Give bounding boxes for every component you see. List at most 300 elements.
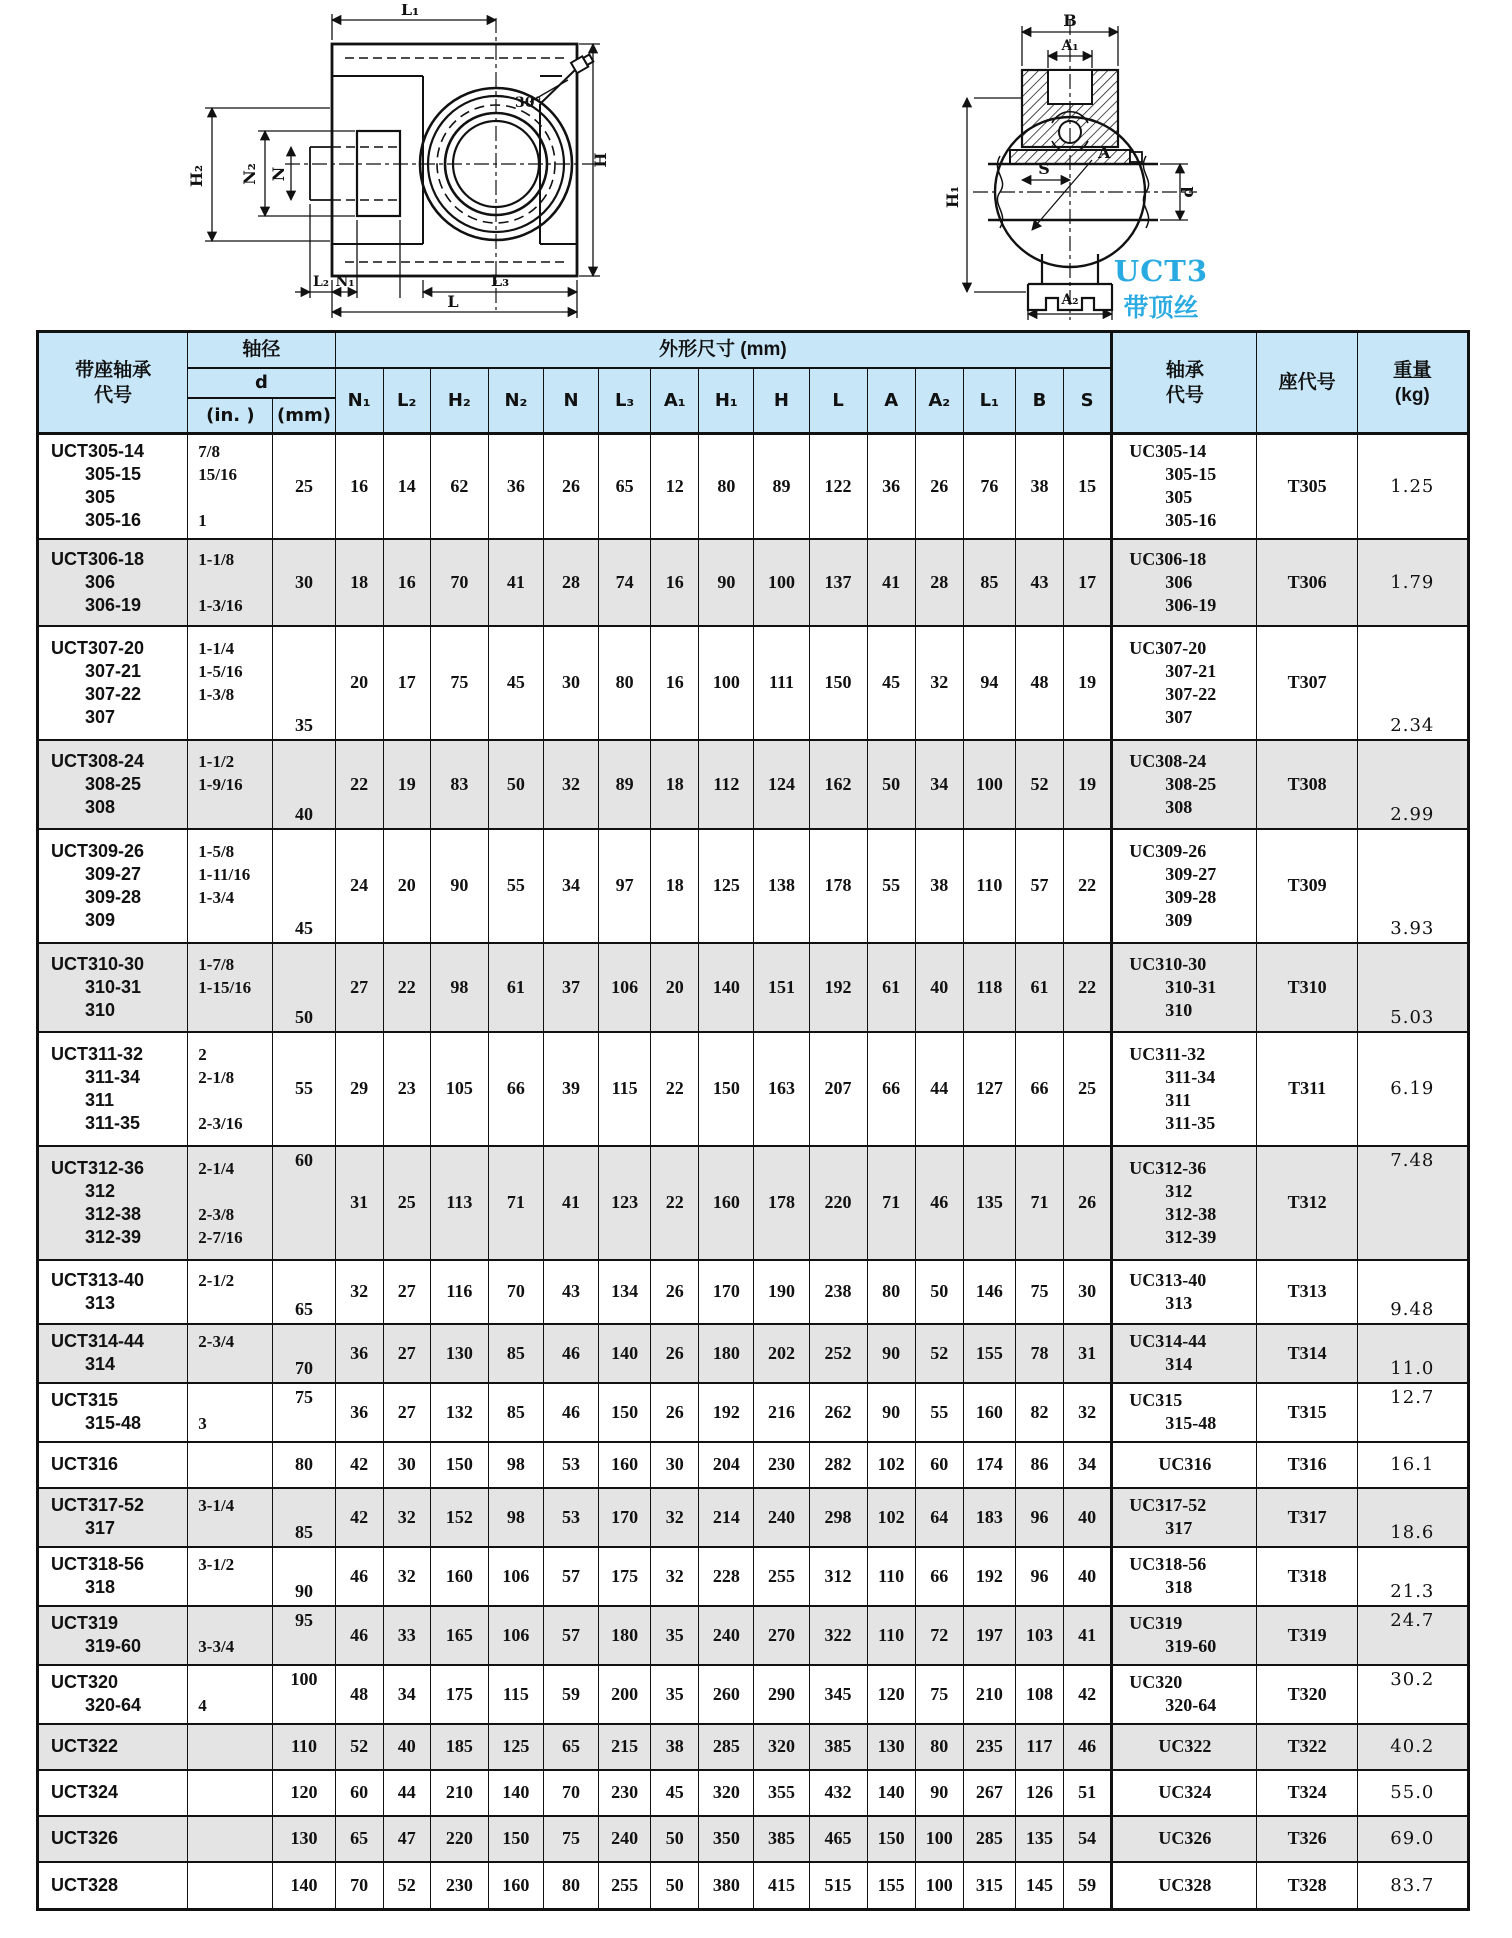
dim-value-cell-6: 26 bbox=[651, 1383, 699, 1442]
dim-value-cell-4: 34 bbox=[543, 829, 598, 943]
dim-value-cell-2: 210 bbox=[430, 1770, 488, 1816]
dim-value-cell-9: 252 bbox=[809, 1324, 867, 1383]
table-row-UCT315 bbox=[38, 1383, 1469, 1442]
dim-value-cell-4: 53 bbox=[543, 1488, 598, 1547]
shaft-dia-mm-cell: 35 bbox=[273, 626, 335, 740]
dim-value-cell-7: 140 bbox=[699, 943, 754, 1032]
shaft-dia-in-cell: 1-1/8 1-3/16 bbox=[188, 539, 273, 626]
dim-value-cell-2: 105 bbox=[430, 1032, 488, 1146]
dim-label-A1: A₁ bbox=[1061, 38, 1079, 54]
table-row-UCT322 bbox=[38, 1724, 1469, 1770]
dim-value-cell-3: 66 bbox=[488, 1032, 543, 1146]
housing-code-cell: T314 bbox=[1257, 1324, 1357, 1383]
header-unit-mm: (mm) bbox=[273, 398, 335, 434]
table-row-UCT305-14 bbox=[38, 434, 1469, 539]
dim-value-cell-14: 40 bbox=[1063, 1488, 1111, 1547]
dim-value-cell-14: 41 bbox=[1063, 1606, 1111, 1665]
dim-value-cell-14: 30 bbox=[1063, 1260, 1111, 1324]
dim-value-cell-7: 112 bbox=[699, 740, 754, 829]
weight-cell: 18.6 bbox=[1357, 1488, 1468, 1547]
dim-value-cell-4: 46 bbox=[543, 1324, 598, 1383]
spec-table-body bbox=[38, 434, 1469, 1910]
series-name: 带顶丝 bbox=[1123, 294, 1199, 322]
dim-value-cell-9: 207 bbox=[809, 1032, 867, 1146]
shaft-dia-mm-cell: 25 bbox=[273, 434, 335, 539]
dim-value-cell-6: 26 bbox=[651, 1260, 699, 1324]
dim-value-cell-14: 26 bbox=[1063, 1146, 1111, 1260]
dim-value-cell-13: 57 bbox=[1015, 829, 1063, 943]
dim-value-cell-8: 138 bbox=[754, 829, 809, 943]
dim-value-cell-12: 100 bbox=[963, 740, 1015, 829]
dim-value-cell-6: 16 bbox=[651, 539, 699, 626]
dim-value-cell-8: 255 bbox=[754, 1547, 809, 1606]
dim-value-cell-11: 52 bbox=[915, 1324, 963, 1383]
dim-label-d: d bbox=[1178, 186, 1197, 198]
dim-value-cell-9: 238 bbox=[809, 1260, 867, 1324]
housing-code-cell: T324 bbox=[1257, 1770, 1357, 1816]
weight-cell: 30.2 bbox=[1357, 1665, 1468, 1724]
dim-value-cell-3: 70 bbox=[488, 1260, 543, 1324]
dim-label-A2: A₂ bbox=[1061, 292, 1079, 308]
table-row-UCT319 bbox=[38, 1606, 1469, 1665]
header-dim-B: B bbox=[1015, 368, 1063, 434]
housing-code-cell: T317 bbox=[1257, 1488, 1357, 1547]
dim-value-cell-4: 37 bbox=[543, 943, 598, 1032]
table-row-UCT324 bbox=[38, 1770, 1469, 1816]
unit-code-cell: UCT316 bbox=[38, 1442, 188, 1488]
series-code: UCT3 bbox=[1113, 254, 1209, 288]
bearing-code-cell: UC324 bbox=[1112, 1770, 1257, 1816]
unit-code-cell: UCT315 315-48 bbox=[38, 1383, 188, 1442]
dim-value-cell-3: 98 bbox=[488, 1442, 543, 1488]
dim-value-cell-5: 215 bbox=[599, 1724, 651, 1770]
header-housing-code: 座代号 bbox=[1257, 332, 1357, 434]
dim-value-cell-13: 66 bbox=[1015, 1032, 1063, 1146]
bearing-code-cell: UC306-18 306 306-19 bbox=[1112, 539, 1257, 626]
dim-value-cell-11: 64 bbox=[915, 1488, 963, 1547]
dim-value-cell-5: 106 bbox=[599, 943, 651, 1032]
table-row-UCT313-40 bbox=[38, 1260, 1469, 1324]
weight-cell: 55.0 bbox=[1357, 1770, 1468, 1816]
dim-value-cell-9: 432 bbox=[809, 1770, 867, 1816]
dim-value-cell-4: 59 bbox=[543, 1665, 598, 1724]
dim-value-cell-5: 97 bbox=[599, 829, 651, 943]
bearing-code-cell: UC326 bbox=[1112, 1816, 1257, 1862]
shaft-dia-in-cell: 7/8 15/16 1 bbox=[188, 434, 273, 539]
dim-value-cell-3: 106 bbox=[488, 1547, 543, 1606]
dim-value-cell-4: 57 bbox=[543, 1606, 598, 1665]
dim-value-cell-5: 115 bbox=[599, 1032, 651, 1146]
dim-value-cell-14: 15 bbox=[1063, 434, 1111, 539]
dim-value-cell-11: 46 bbox=[915, 1146, 963, 1260]
dim-value-cell-7: 350 bbox=[699, 1816, 754, 1862]
dim-value-cell-9: 178 bbox=[809, 829, 867, 943]
dim-value-cell-14: 32 bbox=[1063, 1383, 1111, 1442]
bearing-code-cell: UC314-44 314 bbox=[1112, 1324, 1257, 1383]
dim-value-cell-13: 96 bbox=[1015, 1488, 1063, 1547]
dim-value-cell-5: 200 bbox=[599, 1665, 651, 1724]
unit-code-cell: UCT309-26 309-27 309-28 309 bbox=[38, 829, 188, 943]
dim-value-cell-0: 18 bbox=[335, 539, 383, 626]
dim-value-cell-5: 74 bbox=[599, 539, 651, 626]
dim-value-cell-7: 180 bbox=[699, 1324, 754, 1383]
dim-value-cell-8: 290 bbox=[754, 1665, 809, 1724]
dim-value-cell-14: 19 bbox=[1063, 626, 1111, 740]
dim-value-cell-1: 17 bbox=[383, 626, 430, 740]
dim-value-cell-0: 70 bbox=[335, 1862, 383, 1910]
dim-value-cell-4: 26 bbox=[543, 434, 598, 539]
dim-value-cell-9: 345 bbox=[809, 1665, 867, 1724]
shaft-dia-in-cell: 3-1/4 bbox=[188, 1488, 273, 1547]
shaft-dia-in-cell bbox=[188, 1770, 273, 1816]
table-row-UCT326 bbox=[38, 1816, 1469, 1862]
shaft-dia-in-cell: 1-1/2 1-9/16 bbox=[188, 740, 273, 829]
dim-value-cell-1: 52 bbox=[383, 1862, 430, 1910]
dim-value-cell-1: 20 bbox=[383, 829, 430, 943]
shaft-dia-in-cell: 2 2-1/8 2-3/16 bbox=[188, 1032, 273, 1146]
dim-label-L1: L₁ bbox=[400, 4, 420, 19]
header-dim-L1: L₁ bbox=[963, 368, 1015, 434]
shaft-dia-mm-cell: 120 bbox=[273, 1770, 335, 1816]
dim-value-cell-9: 298 bbox=[809, 1488, 867, 1547]
dim-value-cell-7: 320 bbox=[699, 1770, 754, 1816]
dim-value-cell-10: 36 bbox=[867, 434, 915, 539]
dim-value-cell-4: 75 bbox=[543, 1816, 598, 1862]
dim-value-cell-5: 150 bbox=[599, 1383, 651, 1442]
dim-value-cell-14: 31 bbox=[1063, 1324, 1111, 1383]
grease-fitting-icon bbox=[571, 53, 594, 73]
dim-value-cell-5: 80 bbox=[599, 626, 651, 740]
dim-value-cell-11: 38 bbox=[915, 829, 963, 943]
dim-value-cell-13: 126 bbox=[1015, 1770, 1063, 1816]
housing-code-cell: T307 bbox=[1257, 626, 1357, 740]
dim-value-cell-8: 230 bbox=[754, 1442, 809, 1488]
unit-code-cell: UCT320 320-64 bbox=[38, 1665, 188, 1724]
dim-value-cell-0: 24 bbox=[335, 829, 383, 943]
dim-value-cell-8: 100 bbox=[754, 539, 809, 626]
header-dim-A2: A₂ bbox=[915, 368, 963, 434]
dim-label-L: L bbox=[447, 292, 459, 311]
dim-value-cell-11: 75 bbox=[915, 1665, 963, 1724]
header-dim-A: A bbox=[867, 368, 915, 434]
dim-value-cell-3: 125 bbox=[488, 1724, 543, 1770]
dim-value-cell-3: 150 bbox=[488, 1816, 543, 1862]
dim-value-cell-0: 60 bbox=[335, 1770, 383, 1816]
dim-value-cell-9: 515 bbox=[809, 1862, 867, 1910]
dim-value-cell-3: 41 bbox=[488, 539, 543, 626]
dim-value-cell-0: 36 bbox=[335, 1383, 383, 1442]
bearing-code-cell: UC312-36 312 312-38 312-39 bbox=[1112, 1146, 1257, 1260]
dim-value-cell-13: 86 bbox=[1015, 1442, 1063, 1488]
weight-cell: 11.0 bbox=[1357, 1324, 1468, 1383]
dim-value-cell-6: 35 bbox=[651, 1606, 699, 1665]
shaft-dia-mm-cell: 90 bbox=[273, 1547, 335, 1606]
dim-value-cell-9: 162 bbox=[809, 740, 867, 829]
dim-value-cell-13: 145 bbox=[1015, 1862, 1063, 1910]
dim-value-cell-9: 122 bbox=[809, 434, 867, 539]
header-weight: 重量 (kg) bbox=[1357, 332, 1468, 434]
dim-value-cell-7: 125 bbox=[699, 829, 754, 943]
shaft-dia-mm-cell: 100 bbox=[273, 1665, 335, 1724]
dim-value-cell-9: 137 bbox=[809, 539, 867, 626]
weight-cell: 69.0 bbox=[1357, 1816, 1468, 1862]
header-dim-L: L bbox=[809, 368, 867, 434]
dim-value-cell-9: 220 bbox=[809, 1146, 867, 1260]
bearing-code-cell: UC308-24 308-25 308 bbox=[1112, 740, 1257, 829]
dim-value-cell-2: 160 bbox=[430, 1547, 488, 1606]
dim-value-cell-6: 26 bbox=[651, 1324, 699, 1383]
dim-value-cell-4: 46 bbox=[543, 1383, 598, 1442]
dim-value-cell-3: 61 bbox=[488, 943, 543, 1032]
dim-value-cell-4: 70 bbox=[543, 1770, 598, 1816]
dim-value-cell-3: 36 bbox=[488, 434, 543, 539]
dim-value-cell-6: 18 bbox=[651, 829, 699, 943]
dim-value-cell-3: 85 bbox=[488, 1324, 543, 1383]
dim-value-cell-2: 175 bbox=[430, 1665, 488, 1724]
dim-label-S: S bbox=[1038, 159, 1050, 178]
dim-value-cell-0: 27 bbox=[335, 943, 383, 1032]
dim-value-cell-12: 135 bbox=[963, 1146, 1015, 1260]
shaft-dia-in-cell bbox=[188, 1442, 273, 1488]
dim-value-cell-10: 90 bbox=[867, 1383, 915, 1442]
header-shaft-dia: 轴径 bbox=[188, 332, 335, 368]
dim-label-B: B bbox=[1063, 11, 1077, 30]
dim-value-cell-3: 71 bbox=[488, 1146, 543, 1260]
shaft-dia-in-cell: 1-1/4 1-5/16 1-3/8 bbox=[188, 626, 273, 740]
dim-value-cell-0: 46 bbox=[335, 1547, 383, 1606]
dim-label-H2: H₂ bbox=[187, 164, 206, 188]
weight-cell: 2.99 bbox=[1357, 740, 1468, 829]
shaft-dia-mm-cell: 85 bbox=[273, 1488, 335, 1547]
dim-value-cell-11: 50 bbox=[915, 1260, 963, 1324]
weight-cell: 12.7 bbox=[1357, 1383, 1468, 1442]
dim-value-cell-12: 174 bbox=[963, 1442, 1015, 1488]
shaft-dia-mm-cell: 60 bbox=[273, 1146, 335, 1260]
shaft-dia-mm-cell: 95 bbox=[273, 1606, 335, 1665]
dim-value-cell-1: 22 bbox=[383, 943, 430, 1032]
dim-value-cell-7: 214 bbox=[699, 1488, 754, 1547]
dim-value-cell-10: 45 bbox=[867, 626, 915, 740]
dim-value-cell-14: 59 bbox=[1063, 1862, 1111, 1910]
header-dim-N1: N₁ bbox=[335, 368, 383, 434]
dim-value-cell-13: 117 bbox=[1015, 1724, 1063, 1770]
table-row-UCT310-30 bbox=[38, 943, 1469, 1032]
dim-value-cell-2: 150 bbox=[430, 1442, 488, 1488]
dim-value-cell-7: 285 bbox=[699, 1724, 754, 1770]
dim-value-cell-0: 32 bbox=[335, 1260, 383, 1324]
housing-code-cell: T318 bbox=[1257, 1547, 1357, 1606]
header-dim-N: N bbox=[543, 368, 598, 434]
weight-cell: 83.7 bbox=[1357, 1862, 1468, 1910]
dim-value-cell-8: 124 bbox=[754, 740, 809, 829]
header-unit-in: (in. ) bbox=[188, 398, 273, 434]
weight-cell: 9.48 bbox=[1357, 1260, 1468, 1324]
bearing-code-cell: UC313-40 313 bbox=[1112, 1260, 1257, 1324]
bearing-code-cell: UC328 bbox=[1112, 1862, 1257, 1910]
shaft-dia-in-cell bbox=[188, 1724, 273, 1770]
header-dim-N2: N₂ bbox=[488, 368, 543, 434]
dim-value-cell-12: 146 bbox=[963, 1260, 1015, 1324]
dim-value-cell-3: 45 bbox=[488, 626, 543, 740]
dim-value-cell-14: 51 bbox=[1063, 1770, 1111, 1816]
bearing-code-cell: UC315 315-48 bbox=[1112, 1383, 1257, 1442]
dim-value-cell-12: 160 bbox=[963, 1383, 1015, 1442]
dim-value-cell-10: 102 bbox=[867, 1488, 915, 1547]
unit-code-cell: UCT318-56 318 bbox=[38, 1547, 188, 1606]
unit-code-cell: UCT311-32 311-34 311 311-35 bbox=[38, 1032, 188, 1146]
shaft-dia-mm-cell: 80 bbox=[273, 1442, 335, 1488]
dim-value-cell-3: 160 bbox=[488, 1862, 543, 1910]
housing-code-cell: T312 bbox=[1257, 1146, 1357, 1260]
series-label bbox=[1096, 254, 1226, 324]
dim-value-cell-14: 54 bbox=[1063, 1816, 1111, 1862]
dim-value-cell-13: 52 bbox=[1015, 740, 1063, 829]
dim-value-cell-2: 83 bbox=[430, 740, 488, 829]
dim-value-cell-10: 120 bbox=[867, 1665, 915, 1724]
dim-value-cell-13: 48 bbox=[1015, 626, 1063, 740]
dim-value-cell-7: 192 bbox=[699, 1383, 754, 1442]
unit-code-cell: UCT326 bbox=[38, 1816, 188, 1862]
dim-value-cell-9: 322 bbox=[809, 1606, 867, 1665]
dim-value-cell-6: 30 bbox=[651, 1442, 699, 1488]
dim-value-cell-0: 48 bbox=[335, 1665, 383, 1724]
shaft-dia-in-cell: 2-1/2 bbox=[188, 1260, 273, 1324]
shaft-dia-in-cell: 2-1/4 2-3/8 2-7/16 bbox=[188, 1146, 273, 1260]
dim-value-cell-6: 22 bbox=[651, 1146, 699, 1260]
dim-value-cell-0: 16 bbox=[335, 434, 383, 539]
shaft-dia-in-cell bbox=[188, 1862, 273, 1910]
header-dim-H2: H₂ bbox=[430, 368, 488, 434]
dim-value-cell-11: 28 bbox=[915, 539, 963, 626]
dim-value-cell-13: 71 bbox=[1015, 1146, 1063, 1260]
dim-value-cell-2: 230 bbox=[430, 1862, 488, 1910]
dim-value-cell-13: 78 bbox=[1015, 1324, 1063, 1383]
unit-code-cell: UCT322 bbox=[38, 1724, 188, 1770]
dim-label-L2: L₂ bbox=[313, 274, 329, 290]
dim-value-cell-13: 38 bbox=[1015, 434, 1063, 539]
dim-value-cell-6: 38 bbox=[651, 1724, 699, 1770]
bearing-code-cell: UC319 319-60 bbox=[1112, 1606, 1257, 1665]
dim-value-cell-11: 72 bbox=[915, 1606, 963, 1665]
dim-value-cell-10: 41 bbox=[867, 539, 915, 626]
dim-value-cell-13: 135 bbox=[1015, 1816, 1063, 1862]
dim-value-cell-6: 12 bbox=[651, 434, 699, 539]
dim-value-cell-4: 65 bbox=[543, 1724, 598, 1770]
dim-value-cell-2: 70 bbox=[430, 539, 488, 626]
bearing-code-cell: UC309-26 309-27 309-28 309 bbox=[1112, 829, 1257, 943]
dim-value-cell-12: 76 bbox=[963, 434, 1015, 539]
spec-table bbox=[36, 330, 1470, 1911]
dim-value-cell-1: 32 bbox=[383, 1547, 430, 1606]
dim-value-cell-8: 111 bbox=[754, 626, 809, 740]
table-row-UCT307-20 bbox=[38, 626, 1469, 740]
dim-value-cell-0: 22 bbox=[335, 740, 383, 829]
table-row-UCT318-56 bbox=[38, 1547, 1469, 1606]
dim-value-cell-8: 89 bbox=[754, 434, 809, 539]
dim-value-cell-11: 44 bbox=[915, 1032, 963, 1146]
shaft-dia-mm-cell: 55 bbox=[273, 1032, 335, 1146]
dim-value-cell-6: 20 bbox=[651, 943, 699, 1032]
dim-value-cell-11: 66 bbox=[915, 1547, 963, 1606]
header-dims-title: 外形尺寸 (mm) bbox=[335, 332, 1112, 368]
dim-value-cell-3: 50 bbox=[488, 740, 543, 829]
dim-value-cell-8: 270 bbox=[754, 1606, 809, 1665]
dim-value-cell-13: 82 bbox=[1015, 1383, 1063, 1442]
table-row-UCT308-24 bbox=[38, 740, 1469, 829]
bearing-code-cell: UC310-30 310-31 310 bbox=[1112, 943, 1257, 1032]
dim-value-cell-9: 192 bbox=[809, 943, 867, 1032]
shaft-dia-in-cell: 3-1/2 bbox=[188, 1547, 273, 1606]
header-d: d bbox=[188, 368, 335, 398]
dim-value-cell-11: 32 bbox=[915, 626, 963, 740]
dim-value-cell-11: 34 bbox=[915, 740, 963, 829]
dim-value-cell-1: 34 bbox=[383, 1665, 430, 1724]
table-row-UCT311-32 bbox=[38, 1032, 1469, 1146]
unit-code-cell: UCT328 bbox=[38, 1862, 188, 1910]
bearing-code-cell: UC311-32 311-34 311 311-35 bbox=[1112, 1032, 1257, 1146]
dim-value-cell-4: 57 bbox=[543, 1547, 598, 1606]
table-row-UCT328 bbox=[38, 1862, 1469, 1910]
housing-code-cell: T311 bbox=[1257, 1032, 1357, 1146]
dim-value-cell-3: 85 bbox=[488, 1383, 543, 1442]
dim-label-N2: N₂ bbox=[240, 163, 259, 185]
shaft-dia-in-cell: 2-3/4 bbox=[188, 1324, 273, 1383]
dim-value-cell-0: 65 bbox=[335, 1816, 383, 1862]
dim-value-cell-4: 80 bbox=[543, 1862, 598, 1910]
shaft-dia-mm-cell: 110 bbox=[273, 1724, 335, 1770]
dim-label-L3: L₃ bbox=[490, 271, 510, 290]
shaft-dia-in-cell: 1-5/8 1-11/16 1-3/4 bbox=[188, 829, 273, 943]
dim-value-cell-6: 18 bbox=[651, 740, 699, 829]
housing-code-cell: T319 bbox=[1257, 1606, 1357, 1665]
bearing-code-cell: UC305-14 305-15 305 305-16 bbox=[1112, 434, 1257, 539]
bearing-code-cell: UC316 bbox=[1112, 1442, 1257, 1488]
dim-value-cell-8: 355 bbox=[754, 1770, 809, 1816]
dim-value-cell-13: 43 bbox=[1015, 539, 1063, 626]
dim-value-cell-1: 30 bbox=[383, 1442, 430, 1488]
housing-code-cell: T309 bbox=[1257, 829, 1357, 943]
dim-value-cell-2: 98 bbox=[430, 943, 488, 1032]
dim-value-cell-10: 110 bbox=[867, 1606, 915, 1665]
dim-value-cell-4: 32 bbox=[543, 740, 598, 829]
housing-code-cell: T316 bbox=[1257, 1442, 1357, 1488]
dim-value-cell-8: 202 bbox=[754, 1324, 809, 1383]
dim-value-cell-12: 110 bbox=[963, 829, 1015, 943]
dim-value-cell-5: 170 bbox=[599, 1488, 651, 1547]
dim-value-cell-11: 100 bbox=[915, 1816, 963, 1862]
dim-value-cell-5: 230 bbox=[599, 1770, 651, 1816]
dim-value-cell-10: 90 bbox=[867, 1324, 915, 1383]
weight-cell: 16.1 bbox=[1357, 1442, 1468, 1488]
shaft-dia-in-cell: 4 bbox=[188, 1665, 273, 1724]
dim-value-cell-8: 415 bbox=[754, 1862, 809, 1910]
dim-value-cell-14: 40 bbox=[1063, 1547, 1111, 1606]
dim-value-cell-7: 150 bbox=[699, 1032, 754, 1146]
dim-value-cell-5: 89 bbox=[599, 740, 651, 829]
dim-value-cell-9: 312 bbox=[809, 1547, 867, 1606]
dim-value-cell-8: 190 bbox=[754, 1260, 809, 1324]
dim-value-cell-1: 23 bbox=[383, 1032, 430, 1146]
table-row-UCT316 bbox=[38, 1442, 1469, 1488]
dim-value-cell-8: 178 bbox=[754, 1146, 809, 1260]
dim-value-cell-1: 14 bbox=[383, 434, 430, 539]
dim-value-cell-10: 61 bbox=[867, 943, 915, 1032]
dim-value-cell-10: 71 bbox=[867, 1146, 915, 1260]
dim-value-cell-7: 380 bbox=[699, 1862, 754, 1910]
dim-value-cell-0: 20 bbox=[335, 626, 383, 740]
dim-value-cell-6: 32 bbox=[651, 1488, 699, 1547]
dim-value-cell-14: 42 bbox=[1063, 1665, 1111, 1724]
